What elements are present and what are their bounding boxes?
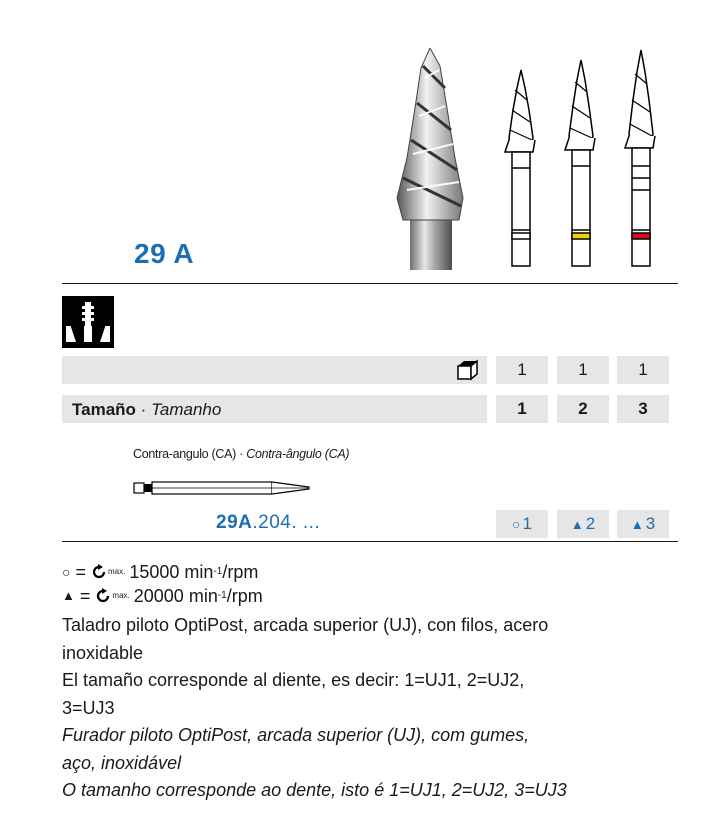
description-line-pt: O tamanho corresponde ao dente, isto é 1=UJ1, 2=UJ2, 3=UJ3 xyxy=(62,780,567,800)
usage-icon xyxy=(62,296,114,348)
size-2: 2 xyxy=(557,395,609,423)
packaging-row xyxy=(62,356,487,384)
drill-photo xyxy=(385,48,480,270)
description-line-pt: Furador piloto OptiPost, arcada superior (UJ), com gumes, xyxy=(62,725,530,745)
order-option-2-symbol: ▲ xyxy=(570,516,584,532)
legend-exp-1: -1 xyxy=(213,566,223,577)
package-box-icon xyxy=(455,358,479,382)
size-1: 1 xyxy=(496,395,548,423)
order-option-2-size: 2 xyxy=(585,514,596,533)
description xyxy=(62,612,662,805)
size-label xyxy=(72,400,221,420)
order-option-2 xyxy=(557,510,609,538)
legend-exp-2: -1 xyxy=(217,590,227,601)
contra-angle-shank-drawing xyxy=(133,478,311,498)
packaging-qty-2: 1 xyxy=(557,356,609,384)
order-code-rest: .204. ... xyxy=(252,512,321,533)
order-option-3-size: 3 xyxy=(645,514,656,533)
size-2-drawing xyxy=(565,60,595,266)
size-label-es: Tamaño xyxy=(72,400,136,419)
size-label-pt: Tamanho xyxy=(151,400,222,419)
rotation-icon xyxy=(91,564,107,580)
handpiece-label xyxy=(133,447,349,461)
legend-speed-2 xyxy=(62,585,263,607)
legend-value-2: 20000 min xyxy=(133,586,218,606)
legend-max-2: max. xyxy=(112,591,130,600)
legend-unit-1: /rpm xyxy=(222,562,259,582)
legend-max-1: max. xyxy=(108,567,126,576)
legend-symbol-1: ○ xyxy=(62,564,71,580)
order-option-1-symbol: ○ xyxy=(512,516,521,532)
packaging-qty-1: 1 xyxy=(496,356,548,384)
packaging-qty-3: 1 xyxy=(617,356,669,384)
handpiece-separator: · xyxy=(239,447,244,461)
description-line: 3=UJ3 xyxy=(62,697,115,718)
size-1-drawing xyxy=(505,70,535,266)
order-code xyxy=(216,512,320,534)
legend-value-1: 15000 min xyxy=(129,562,214,582)
description-line-pt: aço, inoxidável xyxy=(62,752,182,773)
legend-symbol-2: ▲ xyxy=(62,588,75,603)
legend-eq-2: = xyxy=(79,586,91,606)
order-option-1 xyxy=(496,510,548,538)
legend-eq-1: = xyxy=(75,562,86,582)
size-3: 3 xyxy=(617,395,669,423)
order-option-1-size: 1 xyxy=(522,514,532,533)
handpiece-label-es: Contra-angulo (CA) xyxy=(133,447,236,461)
legend-speed-1 xyxy=(62,561,258,583)
rotation-icon xyxy=(95,588,111,604)
description-line: Taladro piloto OptiPost, arcada superior (UJ), con filos, acero xyxy=(62,615,549,635)
bottom-divider xyxy=(62,541,678,542)
description-line: inoxidable xyxy=(62,642,144,663)
product-code: 29 A xyxy=(134,238,195,269)
order-code-bold: 29A xyxy=(216,512,253,533)
size-3-drawing xyxy=(625,50,655,266)
size-drawings xyxy=(495,48,665,270)
handpiece-label-pt: Contra-ângulo (CA) xyxy=(246,447,350,461)
description-line: El tamaño corresponde al diente, es decir: 1=UJ1, 2=UJ2, xyxy=(62,670,525,690)
order-option-3-symbol: ▲ xyxy=(630,516,644,532)
size-label-separator: · xyxy=(140,400,147,419)
top-divider xyxy=(62,283,678,284)
legend-unit-2: /rpm xyxy=(226,586,263,606)
order-option-3 xyxy=(617,510,669,538)
